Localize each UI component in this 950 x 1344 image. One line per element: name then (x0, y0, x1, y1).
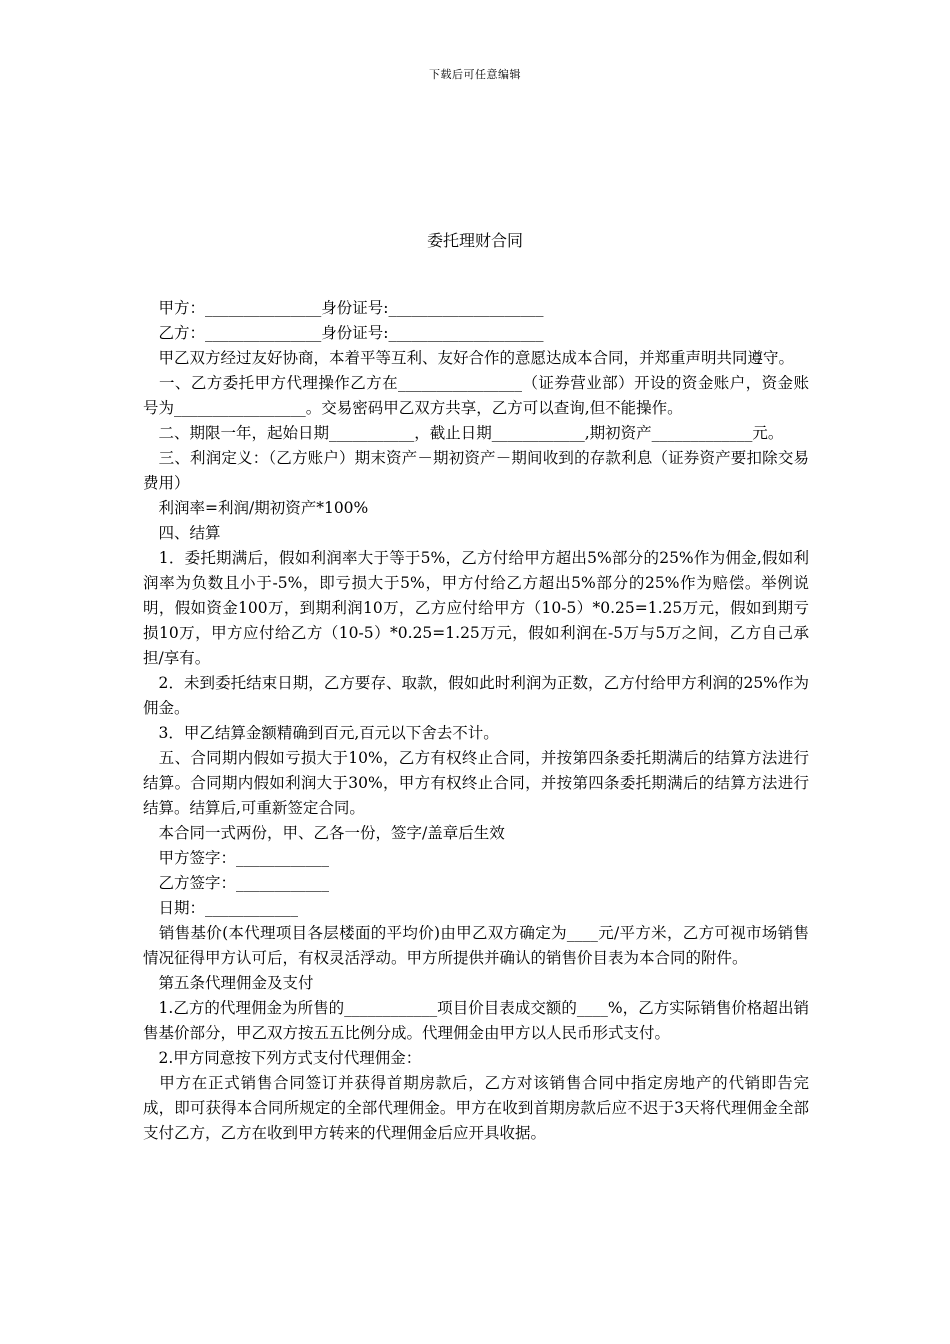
clause-4-item-2: 2．未到委托结束日期，乙方要存、取款，假如此时利润为正数，乙方付给甲方利润的25%作为佣金。 (143, 674, 809, 717)
document-title: 委托理财合同 (426, 231, 523, 250)
party-a-signature: 甲方签字：____________ (143, 849, 330, 867)
party-b-line: 乙方：_______________身份证号:____________________ (143, 324, 544, 342)
effectiveness-note: 本合同一式两份，甲、乙各一份，签字/盖章后生效 (143, 824, 505, 842)
profit-rate-formula: 利润率=利润/期初资产*100% (143, 499, 369, 517)
document-body (143, 296, 809, 1146)
article-5-item-2: 2.甲方同意按下列方式支付代理佣金： (143, 1049, 422, 1067)
clause-2: 二、期限一年，起始日期___________，截止日期____________,期初资产_____________元。 (143, 424, 784, 442)
clause-3: 三、利润定义：（乙方账户）期末资产－期初资产－期间收到的存款利息（证券资产要扣除交易费用） (143, 449, 809, 492)
party-b-signature: 乙方签字：____________ (143, 874, 330, 892)
clause-5: 五、合同期内假如亏损大于10%，乙方有权终止合同，并按第四条委托期满后的结算方法进行结算。合同期内假如利润大于30%，甲方有权终止合同，并按第四条委托期满后的结算方法进行结算。结算后,可重新签定合同。 (143, 749, 809, 817)
article-5-item-1: 1.乙方的代理佣金为所售的____________项目价目表成交额的____%，乙方实际销售价格超出销售基价部分，甲乙双方按五五比例分成。代理佣金由甲方以人民币形式支付。 (143, 999, 809, 1042)
article-5-heading: 第五条代理佣金及支付 (143, 974, 314, 992)
clause-4-item-1: 1．委托期满后，假如利润率大于等于5%，乙方付给甲方超出5%部分的25%作为佣金,假如利润率为负数且小于-5%，即亏损大于5%，甲方付给乙方超出5%部分的25%作为赔偿。举例说明，假如资金100万，到期利润10万，乙方应付给甲方（10-5）*0.25=1.25万元，假如到期亏损10万，甲方应付给乙方（10-5）*0.25=1.25万元，假如利润在-5万与5万之间，乙方自己承担/享有。 (143, 549, 809, 667)
clause-4-heading: 四、结算 (143, 524, 221, 542)
party-a-line: 甲方：_______________身份证号:____________________ (143, 299, 544, 317)
clause-1: 一、乙方委托甲方代理操作乙方在________________（证券营业部）开设的资金账户，资金账号为_________________。交易密码甲乙双方共享，乙方可以查询,但不能操作。 (143, 374, 809, 417)
date-line: 日期：____________ (143, 899, 299, 917)
page-header: 下载后可任意编辑 (429, 68, 521, 81)
clause-4-item-3: 3．甲乙结算金额精确到百元,百元以下舍去不计。 (143, 724, 499, 742)
sales-base-price: 销售基价(本代理项目各层楼面的平均价)由甲乙双方确定为____元/平方米，乙方可视市场销售情况征得甲方认可后，有权灵活浮动。甲方所提供并确认的销售价目表为本合同的附件。 (143, 924, 809, 967)
preamble: 甲乙双方经过友好协商，本着平等互利、友好合作的意愿达成本合同，并郑重声明共同遵守。 (143, 349, 795, 367)
payment-terms: 甲方在正式销售合同签订并获得首期房款后，乙方对该销售合同中指定房地产的代销即告完成，即可获得本合同所规定的全部代理佣金。甲方在收到首期房款后应不迟于3天将代理佣金全部支付乙方，乙方在收到甲方转来的代理佣金后应开具收据。 (143, 1074, 809, 1142)
